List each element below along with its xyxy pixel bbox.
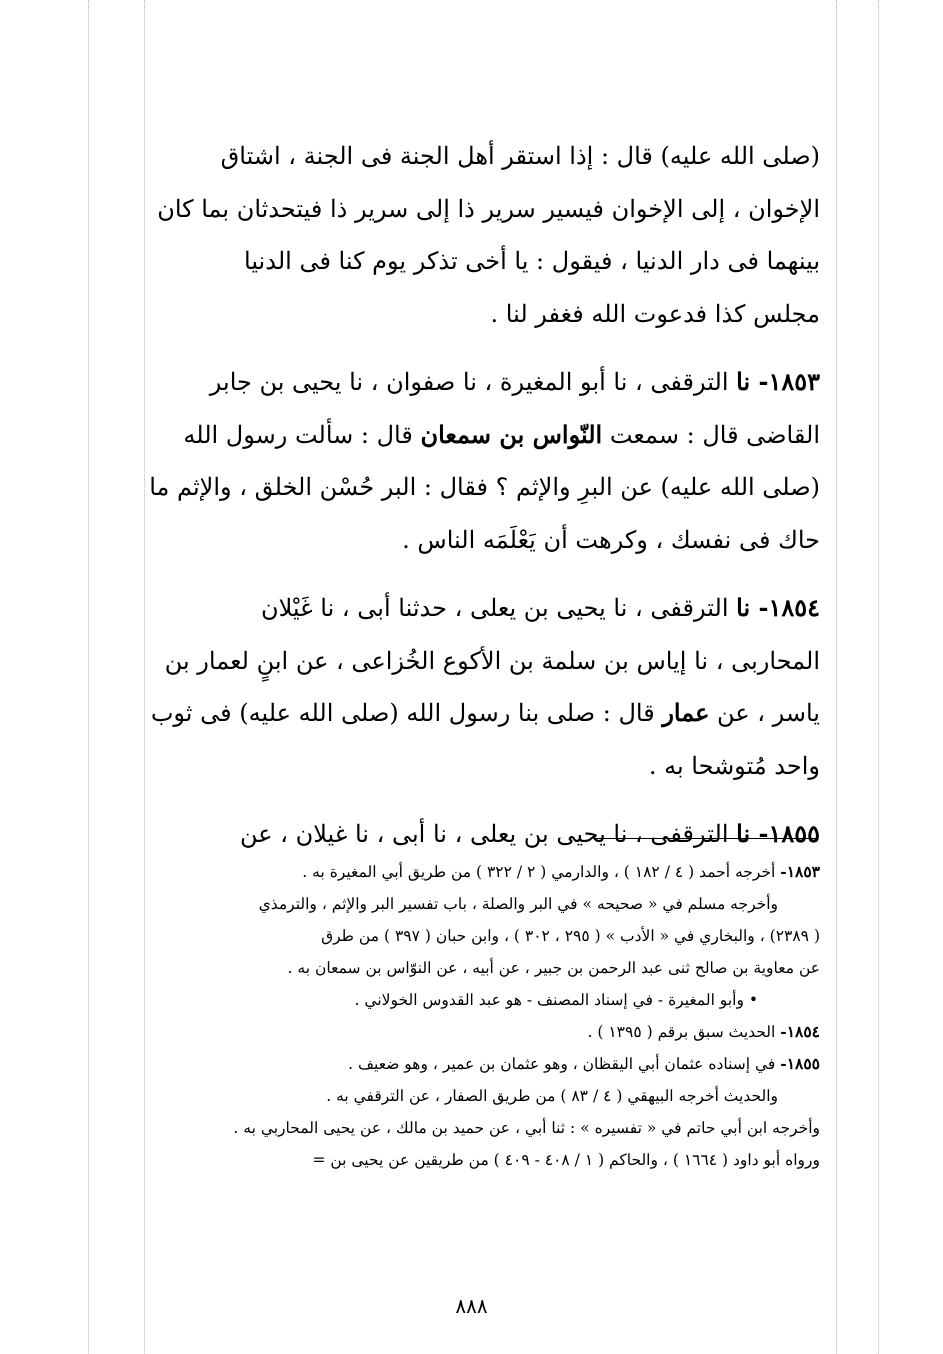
hadith-1854-line xyxy=(115,687,820,740)
footnote-number: ١٨٥٣- xyxy=(780,862,820,881)
page-number: ٨٨٨ xyxy=(455,1294,488,1318)
hadith-number: ١٨٥٤- نا xyxy=(736,593,820,622)
text-span: الترقفى ، نا يحيى بن يعلى ، نا أبى ، نا غيلان ، عن xyxy=(240,820,737,848)
text-span: أخرجه أحمد ( ٤ / ١٨٢ ) ، والدارمي ( ٢ / ٣٢٢ ) من طريق أبي المغيرة به . xyxy=(302,863,781,881)
text-span: الترقفى ، نا أبو المغيرة ، نا صفوان ، نا يحيى بن جابر xyxy=(209,368,737,396)
text-span: في إسناده عثمان أبي اليقظان ، وهو عثمان بن عمير ، وهو ضعيف . xyxy=(348,1055,781,1073)
hadith-number: ١٨٥٥- نا xyxy=(736,819,820,848)
scan-edge-line xyxy=(878,0,879,1354)
footnote-line: ورواه أبو داود ( ١٦٦٤ ) ، والحاكم ( ١ / ٤٠٨ - ٤٠٩ ) من طريقين عن يحيى بن = xyxy=(312,1151,820,1169)
footnote-line: ( ٢٣٨٩) ، والبخاري في « الأدب » ( ٢٩٥ ، ٣٠٢ ) ، وابن حبان ( ٣٩٧ ) من طرق xyxy=(321,927,820,945)
text-span: الحديث سبق برقم ( ١٣٩٥ ) . xyxy=(587,1023,781,1041)
hadith-1855-line xyxy=(115,808,820,861)
text-line: مجلس كذا فدعوت الله فغفر لنا . xyxy=(490,299,820,328)
scan-edge-line xyxy=(88,0,89,1354)
hadith-1854-line: المحاربى ، نا إياس بن سلمة بن الأكوع الخُزاعى ، عن ابنٍ لعمار بن xyxy=(164,646,820,675)
text-span: قال : سألت رسول الله xyxy=(183,420,421,449)
text-line: الإخوان ، إلى الإخوان فيسير سرير ذا إلى سرير ذا فيتحدثان بما كان xyxy=(157,194,820,223)
footnote-line: • وأبو المغيرة - في إسناد المصنف - هو عبد القدوس الخولاني . xyxy=(354,991,758,1009)
hadith-number: ١٨٥٣- نا xyxy=(736,367,820,396)
hadith-1853-line xyxy=(115,409,820,462)
text-span: قال : صلى بنا رسول الله (صلى الله عليه) فى ثوب xyxy=(150,699,663,727)
text-span: ياسر ، عن xyxy=(709,699,820,727)
text-span: القاضى قال : سمعت xyxy=(602,420,820,449)
narrator-name: النّواس بن سمعان xyxy=(420,419,603,449)
footnote-1853 xyxy=(115,856,820,888)
text-span: الترقفى ، نا يحيى بن يعلى ، حدثنا أبى ، نا غَيْلان xyxy=(260,594,737,622)
text-line: بينهما فى دار الدنيا ، فيقول : يا أخى تذكر يوم كنا فى الدنيا xyxy=(244,247,820,275)
hadith-1853-line xyxy=(115,356,820,409)
footnote-1855 xyxy=(115,1048,820,1080)
hadith-1854-line xyxy=(115,582,820,635)
footnotes xyxy=(115,856,820,1176)
hadith-1853-line: حاك فى نفسك ، وكرهت أن يَعْلَمَه الناس . xyxy=(402,525,820,554)
hadith-1854-line: واحد مُتوشحا به . xyxy=(648,751,820,780)
narrator-name: عمار xyxy=(662,698,710,727)
footnote-number: ١٨٥٤- xyxy=(780,1022,820,1041)
footnote-1854 xyxy=(115,1016,820,1048)
scan-edge-line xyxy=(836,0,837,1354)
text-line: (صلى الله عليه) قال : إذا استقر أهل الجنة فى الجنة ، اشتاق xyxy=(220,142,820,170)
footnote-line: وأخرجه ابن أبي حاتم في « تفسيره » : ثنا أبي ، عن حميد بن مالك ، عن يحيى المحاربي به . xyxy=(233,1119,820,1137)
footnote-number: ١٨٥٥- xyxy=(780,1054,820,1073)
hadith-1853-line: (صلى الله عليه) عن البرِ والإثم ؟ فقال : البر حُسْن الخلق ، والإثم ما xyxy=(149,473,820,501)
main-text xyxy=(115,130,820,861)
footnote-line: وأخرجه مسلم في « صحيحه » في البر والصلة ، باب تفسير البر والإثم ، والترمذي xyxy=(258,895,778,913)
footnote-separator xyxy=(593,838,818,839)
footnote-line: عن معاوية بن صالح ثنى عبد الرحمن بن جبير ، عن أبيه ، عن النوّاس بن سمعان به . xyxy=(287,959,820,977)
footnote-line: والحديث أخرجه البيهقي ( ٤ / ٨٣ ) من طريق الصفار ، عن الترقفي به . xyxy=(326,1087,778,1105)
